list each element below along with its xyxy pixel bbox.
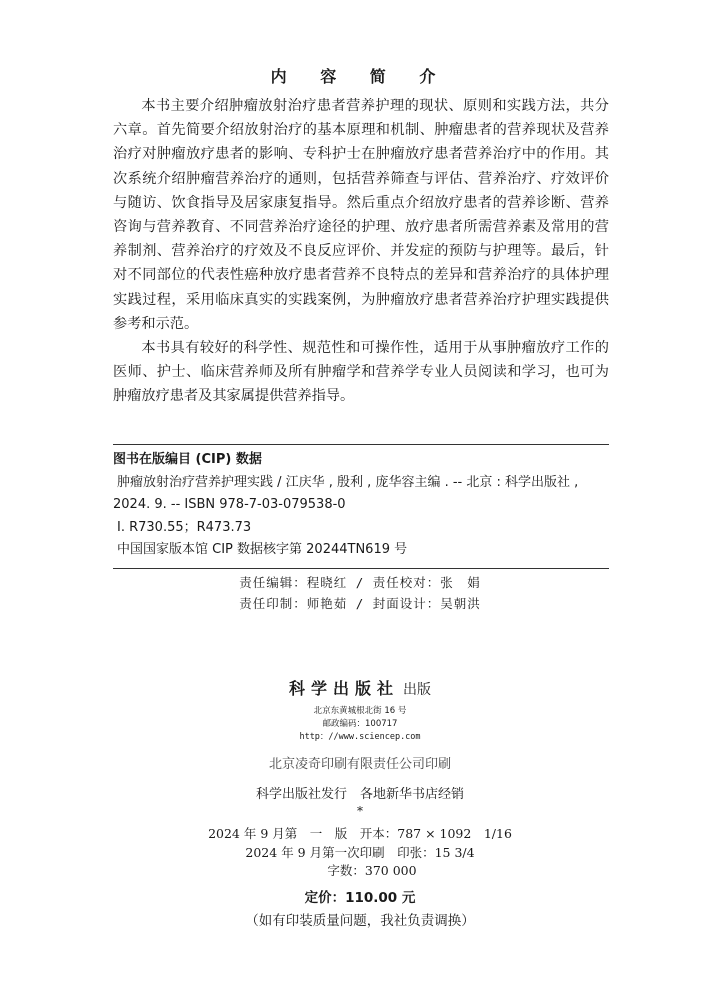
publisher-postcode: 邮政编码：100717 bbox=[322, 719, 398, 729]
edition-line-1: 2024 年 9 月第 一 版 开本：787 × 1092 1/16 bbox=[208, 826, 512, 841]
cip-classification: Ⅰ. R730.55；R473.73 bbox=[117, 519, 252, 535]
distribution-line: 科学出版社发行 各地新华书店经销 bbox=[255, 787, 464, 802]
publisher-name: 科学出版社 bbox=[288, 679, 399, 698]
intro-title: 内 容 简 介 bbox=[270, 67, 450, 86]
price-line: 定价：110.00 元 bbox=[304, 890, 416, 906]
intro-paragraph-1: 本书主要介绍肿瘤放射治疗患者营养护理的现状、原则和实践方法，共分六章。首先简要介绍放射治疗的基本原理和机制、肿瘤患者的营养现状及营养治疗对肿瘤放疗患者的影响、专科护士在肿瘤放疗患者营养治疗中的作用。其次系统介绍肿瘤营养治疗的通则，包括营养筛查与评估、营养治疗、疗效评价与随访、饮食指导及居家康复指导。然后重点介绍放疗患者的营养诊断、营养咨询与营养教育、不同营养治疗途径的护理、放疗患者所需营养素及常用的营养制剂、营养治疗的疗效及不良反应评价、并发症的预防与护理等。最后，针对不同部位的代表性癌种放疗患者营养不良特点的差异和营养治疗的具体护理实践过程，采用临床真实的实践案例，为肿瘤放疗患者营养治疗护理实践提供参考和示范。 bbox=[113, 98, 609, 332]
publisher-block bbox=[0, 676, 720, 744]
publisher-suffix: 出版 bbox=[403, 682, 431, 698]
quality-notice: （如有印装质量问题，我社负责调换） bbox=[245, 913, 475, 929]
edition-info bbox=[0, 825, 720, 881]
word-count: 字数：370 000 bbox=[327, 863, 417, 878]
publisher-url: http：//www.sciencep.com bbox=[299, 732, 421, 742]
intro-body bbox=[113, 94, 609, 409]
cip-data-block bbox=[113, 444, 609, 569]
intro-paragraph-2: 本书具有较好的科学性、规范性和可操作性，适用于从事肿瘤放疗工作的医师、护士、临床营养师及所有肿瘤学和营养学专业人员阅读和学习，也可为肿瘤放疗患者及其家属提供营养指导。 bbox=[113, 340, 609, 405]
editors-line-2: 责任印制：师艳茹 / 封面设计：吴朝洪 bbox=[239, 596, 481, 611]
cip-title: 图书在版编目 (CIP) 数据 bbox=[113, 452, 262, 467]
editors-line-1: 责任编辑：程晓红 / 责任校对：张 娟 bbox=[239, 575, 481, 590]
publisher-address: 北京东黄城根北街 16 号 bbox=[313, 706, 407, 716]
responsible-editors bbox=[0, 572, 720, 614]
edition-line-2: 2024 年 9 月第一次印刷 印张：15 3/4 bbox=[245, 844, 475, 860]
cip-verification: 中国国家版本馆 CIP 数据核字第 20244TN619 号 bbox=[117, 542, 408, 557]
printer-line: 北京凌奇印刷有限责任公司印刷 bbox=[268, 757, 451, 772]
cip-record: 肿瘤放射治疗营养护理实践 / 江庆华 , 殷利 , 庞华容主编 . -- 北京 : 科学出版社 , 2024. 9. -- ISBN 978-7-03-079538-0 bbox=[113, 474, 579, 512]
separator-star: * bbox=[357, 804, 363, 818]
